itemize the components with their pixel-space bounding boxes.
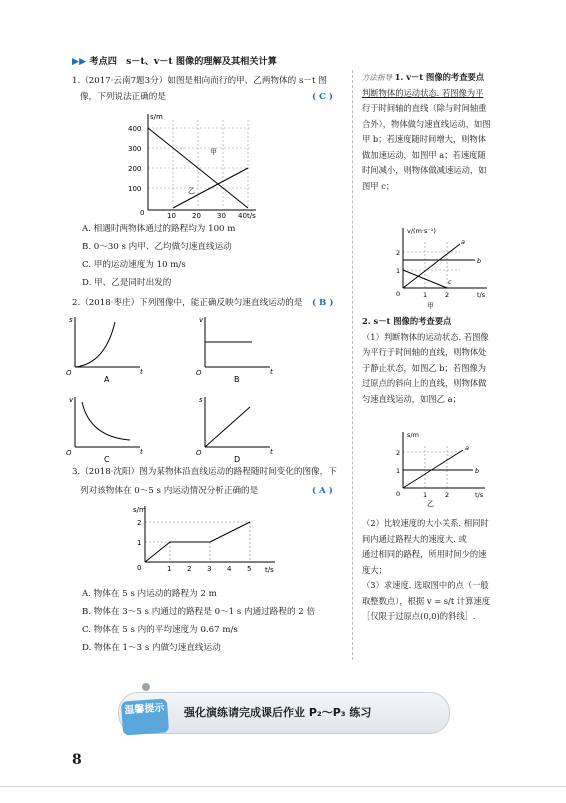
sidebar-s1-line: 时间减小，则物体做减速运动，如: [362, 165, 487, 175]
q2c-caption: C: [104, 455, 110, 462]
q3-option-b: B. 物体在 3～5 s 内通过的路程是 0～1 s 内通过路程的 2 倍: [82, 607, 316, 617]
q2-graph-a: [60, 312, 150, 382]
sidebar-s1-line: 甲 b；若速度随时间增大，则物体: [362, 134, 487, 144]
q1-ytick: 100: [128, 185, 142, 193]
q2c-xlabel: t: [140, 448, 143, 456]
q2a-caption: A: [104, 375, 110, 382]
q1-ytick: 300: [128, 145, 142, 153]
jia-ylabel: v/(m·s⁻¹): [407, 227, 436, 235]
q2b-caption: B: [234, 375, 240, 382]
q1-xlabel: t/s: [247, 212, 256, 220]
sidebar-s2-line: 为平行于时间轴的直线，则物体处: [362, 347, 487, 357]
q3-origin: 0: [137, 564, 142, 572]
q3-ytick: 2: [137, 519, 142, 527]
q1-xtick: 30: [217, 212, 226, 220]
jia-line-a: a: [461, 238, 465, 246]
sidebar-section-3: [362, 516, 502, 625]
sidebar-s1-title: 1. v－t 图像的考查要点: [394, 72, 485, 82]
yi-caption: 乙: [427, 500, 434, 508]
q1-xtick: 10: [167, 212, 176, 220]
q3-xtick: 2: [187, 565, 192, 573]
yi-xtick: 1: [423, 491, 428, 499]
q3-xtick: 5: [247, 565, 252, 573]
q2b-origin: O: [196, 369, 202, 377]
sidebar-s2-line: 匀速直线运动，如图乙 a；: [362, 393, 461, 404]
q3-xtick: 1: [167, 565, 172, 573]
q3-option-d: D. 物体在 1～3 s 内做匀速直线运动: [82, 643, 221, 653]
sidebar-section-2: [362, 314, 502, 407]
q2-answer: ( B ): [312, 298, 334, 308]
pin-icon: [142, 683, 150, 691]
yi-line-b: b: [475, 467, 480, 475]
sidebar-s3-line: （2）比较速度的大小关系. 相同时: [362, 518, 489, 528]
q3-xtick: 4: [227, 565, 232, 573]
jia-xtick: 2: [445, 291, 450, 299]
sidebar-s3-line: 取整数点），根据 v = s/t 计算速度: [362, 595, 490, 606]
section-title: 考点四 s－t、v－t 图像的理解及其相关计算: [89, 56, 277, 67]
q3-ylabel: s/m: [133, 506, 146, 514]
sidebar-s2-line: 过原点的斜向上的直线，则物体做: [362, 378, 487, 388]
q1-ytick: 200: [128, 165, 142, 173]
yi-ytick: 1: [396, 467, 401, 475]
q2d-xlabel: t: [270, 448, 273, 456]
double-arrow-icon: ▶▶: [72, 56, 87, 67]
q2d-ylabel: s: [199, 396, 203, 404]
jia-origin: 0: [396, 290, 401, 298]
q3-ytick: 1: [137, 539, 142, 547]
sidebar-head: 方法指导: [362, 73, 392, 82]
sidebar-divider: [352, 70, 354, 660]
sidebar-st-graph-yi: [385, 426, 495, 508]
jia-xtick: 1: [423, 291, 428, 299]
yi-ytick: 2: [396, 449, 401, 457]
q1-origin: 0: [140, 209, 145, 217]
sidebar-s3-line: 度大；: [362, 564, 387, 575]
yi-ylabel: s/m: [407, 431, 419, 439]
q1-ytick: 400: [128, 125, 142, 133]
sidebar-s2-line: （1）判断物体的运动状态. 若图像: [362, 331, 489, 342]
sidebar-s3-line: ［仅限于过原点(0,0)的斜线］.: [362, 611, 476, 621]
q1-option-d: D. 甲、乙是同时出发的: [82, 278, 172, 288]
q1-option-b: B. 0～30 s 内甲、乙均做匀速直线运动: [82, 242, 232, 252]
q1-xtick: 20: [192, 212, 201, 220]
q2b-xlabel: t: [270, 368, 273, 376]
q2a-xlabel: t: [140, 368, 143, 376]
sidebar-s2-title: 2. s－t 图像的考查要点: [362, 316, 452, 326]
reminder-tag: 温馨提示: [121, 698, 169, 735]
sidebar-s3-line: （3）求速度. 选取图中的点（一般: [362, 580, 489, 590]
q2-stem: 2.（2018·枣庄）下列图像中，能正确反映匀速直线运动的是: [72, 298, 303, 308]
q1-xtick: 40: [238, 212, 247, 220]
sidebar-s1-line: 合外），物体做匀速直线运动，如图: [362, 118, 491, 129]
sidebar-s3-line: 通过相同的路程，所用时间少的速: [362, 549, 487, 559]
q1-yi-label: 乙: [188, 187, 195, 195]
q3-xlabel: t/s: [265, 566, 274, 574]
jia-xlabel: t/s: [477, 291, 486, 299]
q2d-caption: D: [234, 455, 241, 462]
yi-origin: 0: [396, 490, 401, 498]
q1-st-graph: [120, 110, 260, 220]
q3-option-a: A. 物体在 5 s 内运动的路程为 2 m: [82, 589, 217, 599]
page-number: 8: [72, 752, 82, 768]
jia-line-b: b: [477, 257, 482, 265]
q2a-origin: O: [66, 369, 72, 377]
q1-option-c: C. 甲的运动速度为 10 m/s: [82, 260, 186, 270]
q3-stem-line1: 3.（2018·沈阳）图为某物体沿直线运动的路程随时间变化的图像，下: [72, 467, 337, 477]
sidebar-s1-line: 做加速运动，如图甲 a；若速度随: [362, 149, 486, 160]
sidebar-s2-line: 于静止状态，如图乙 b；若图像为: [362, 362, 487, 373]
q2-graph-b: [190, 312, 280, 382]
sidebar-s1-line: 图甲 c；: [362, 180, 395, 191]
q2d-origin: O: [196, 449, 202, 457]
q1-stem-line2: 像，下列说法正确的是: [80, 92, 166, 102]
q3-st-graph: [125, 502, 285, 582]
q3-stem-line2: 列对该物体在 0～5 s 内运动情况分析正确的是: [80, 486, 259, 496]
sidebar-s1-line: 行于时间轴的直线（除与时间轴重: [362, 103, 487, 113]
q2-graph-c: [60, 392, 150, 462]
q1-answer: ( C ): [312, 92, 333, 102]
sidebar-s1-line: 判断物体的运动状态. 若图像为平: [362, 87, 484, 98]
section-header: [72, 55, 277, 69]
jia-line-c: c: [448, 278, 452, 286]
sidebar-s3-line: 间内通过路程大的速度大. 或: [362, 533, 467, 544]
q2a-ylabel: s: [69, 316, 73, 324]
sidebar-vt-graph-jia: [385, 222, 495, 310]
yi-xlabel: t/s: [475, 491, 484, 499]
sidebar: [362, 70, 502, 194]
q3-option-c: C. 物体在 5 s 内的平均速度为 0.67 m/s: [82, 625, 238, 635]
q1-ylabel: s/m: [150, 113, 163, 121]
footer-line: [0, 786, 566, 787]
yi-xtick: 2: [445, 491, 450, 499]
q1-stem-line1: 1.（2017·云南7题3分）如图是相向而行的甲、乙两物体的 s－t 图: [72, 76, 327, 86]
jia-ytick: 2: [396, 249, 401, 257]
q2c-ylabel: v: [69, 396, 74, 404]
q1-option-a: A. 相遇时两物体通过的路程均为 100 m: [82, 224, 236, 234]
q2-graph-d: [190, 392, 280, 462]
jia-ytick: 1: [396, 267, 401, 275]
yi-line-a: a: [465, 444, 469, 452]
jia-caption: 甲: [427, 302, 434, 310]
q3-answer: ( A ): [312, 486, 333, 496]
q1-jia-label: 甲: [210, 148, 217, 156]
q2c-origin: O: [66, 449, 72, 457]
q3-xtick: 3: [207, 565, 212, 573]
reminder-text: 强化演练请完成课后作业 P₂～P₃ 练习: [184, 706, 372, 719]
q2b-ylabel: v: [199, 316, 204, 324]
